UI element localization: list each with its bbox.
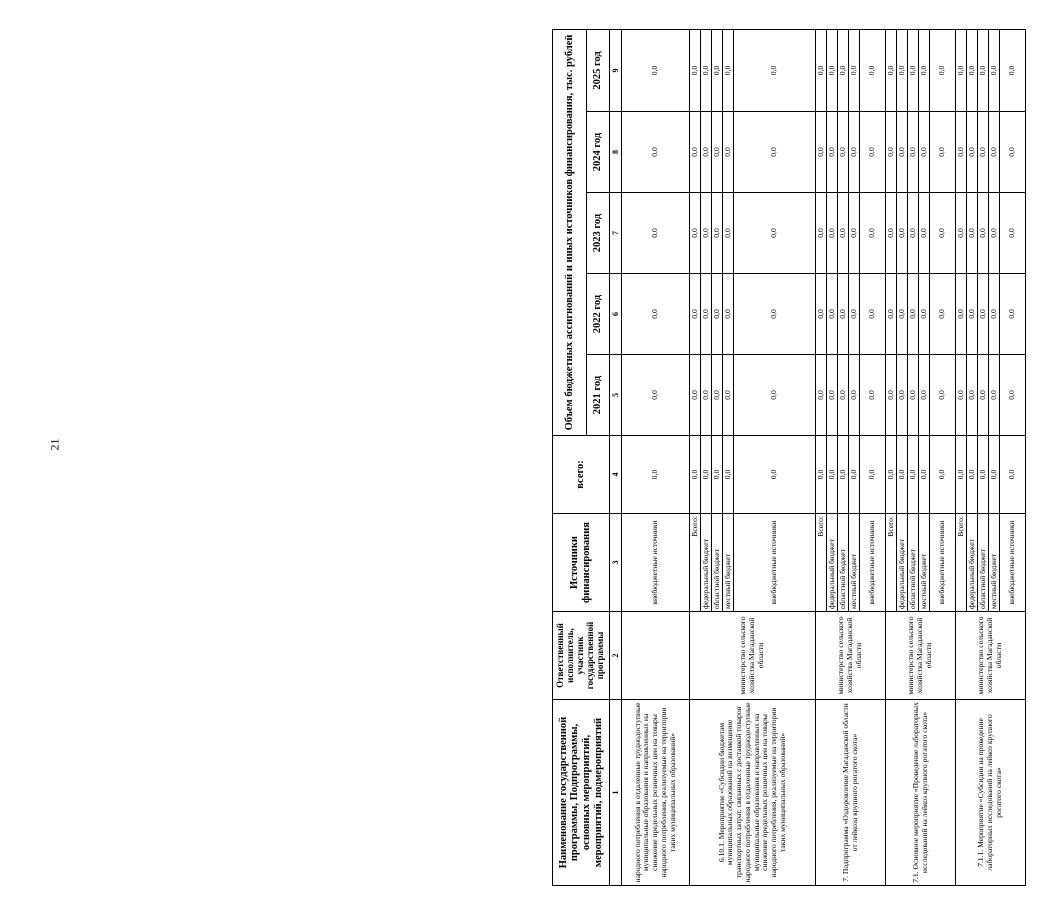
year-value-cell: 0,0 — [701, 29, 712, 111]
year-value-cell: 0,0 — [712, 274, 723, 355]
column-number: 5 — [610, 355, 622, 436]
source-cell-extra: внебюджетные источники — [930, 514, 956, 612]
source-cell-federal: федеральный бюджет — [897, 514, 908, 612]
year-value-cell: 0,0 — [622, 29, 690, 111]
column-number: 4 — [610, 436, 622, 514]
year-value-cell: 0,0 — [978, 193, 989, 274]
column-number: 8 — [610, 112, 622, 193]
year-value-cell: 0,0 — [712, 112, 723, 193]
total-value-cell: 0,0 — [967, 436, 978, 514]
total-value-cell: 0,0 — [978, 436, 989, 514]
year-value-cell: 0,0 — [690, 29, 701, 111]
page-number: 21 — [47, 438, 62, 451]
year-value-cell: 0,0 — [989, 112, 1000, 193]
year-value-cell: 0,0 — [712, 355, 723, 436]
program-name-cell: народного потребления в отдаленные труднодоступные муниципальные образования и направленных на снижение предельных розничных цен на товары народного потребления, реализуемые на территории таких муниципальных образований» — [622, 700, 690, 886]
source-cell-extra: внебюджетные источники — [1000, 514, 1026, 612]
year-value-cell: 0,0 — [827, 274, 838, 355]
year-value-cell: 0,0 — [989, 29, 1000, 111]
source-cell-regional: областной бюджет — [838, 514, 849, 612]
year-value-cell: 0,0 — [849, 355, 860, 436]
total-value-cell: 0,0 — [886, 436, 897, 514]
year-value-cell: 0,0 — [723, 193, 734, 274]
year-value-cell: 0,0 — [886, 274, 897, 355]
year-value-cell: 0,0 — [816, 274, 827, 355]
financing-table — [552, 29, 1026, 886]
header-name: Наименование государственной программы, Подпрограммы, основных мероприятий, мероприятий, подмероприятий — [553, 700, 610, 886]
total-value-cell: 0,0 — [956, 436, 967, 514]
year-value-cell: 0,0 — [734, 274, 816, 355]
year-value-cell: 0,0 — [919, 29, 930, 111]
executor-cell — [622, 612, 690, 700]
year-value-cell: 0,0 — [690, 274, 701, 355]
year-value-cell: 0,0 — [978, 112, 989, 193]
total-value-cell: 0,0 — [690, 436, 701, 514]
column-number: 6 — [610, 274, 622, 355]
total-value-cell: 0,0 — [712, 436, 723, 514]
year-value-cell: 0,0 — [956, 274, 967, 355]
year-value-cell: 0,0 — [838, 355, 849, 436]
year-value-cell: 0,0 — [816, 29, 827, 111]
total-value-cell: 0,0 — [860, 436, 886, 514]
total-value-cell: 0,0 — [827, 436, 838, 514]
year-value-cell: 0,0 — [827, 112, 838, 193]
program-name-cell: 6.10.1. Мероприятие «Субсидии бюджетам муниципальных образований на возмещение транспортных затрат, связанных с доставкой товаров народного потребления в отдаленные труднодоступные муниципальные образования и направленных на снижение предельных розничных цен на товары народного потребления, реализуемые на территории таких муниципальных образований» — [690, 700, 816, 886]
year-value-cell: 0,0 — [978, 274, 989, 355]
year-value-cell: 0,0 — [930, 355, 956, 436]
year-value-cell: 0,0 — [860, 355, 886, 436]
source-cell-extra: внебюджетные источники — [860, 514, 886, 612]
program-name-cell: 7.1.1. Мероприятие «Субсидии на проведение лабораторных исследований на лейкоз крупного рогатого скота» — [956, 700, 1026, 886]
header-year: 2025 год — [587, 29, 610, 111]
year-value-cell: 0,0 — [622, 355, 690, 436]
year-value-cell: 0,0 — [712, 193, 723, 274]
source-cell-regional: областной бюджет — [978, 514, 989, 612]
header-year: 2024 год — [587, 112, 610, 193]
year-value-cell: 0,0 — [622, 193, 690, 274]
program-name-cell: 7.1. Основное мероприятие «Проведение лабораторных исследований на лейкоз крупного рогатого скота» — [886, 700, 956, 886]
year-value-cell: 0,0 — [919, 112, 930, 193]
header-executor: Ответственный исполнитель, участник государственной программы — [553, 612, 610, 700]
year-value-cell: 0,0 — [860, 274, 886, 355]
table-row — [956, 29, 967, 885]
year-value-cell: 0,0 — [860, 112, 886, 193]
year-value-cell: 0,0 — [897, 193, 908, 274]
year-value-cell: 0,0 — [838, 29, 849, 111]
header-year: 2022 год — [587, 274, 610, 355]
year-value-cell: 0,0 — [723, 29, 734, 111]
year-value-cell: 0,0 — [908, 355, 919, 436]
table-row — [816, 29, 827, 885]
table-row — [886, 29, 897, 885]
executor-cell: министерство сельского хозяйства Магаданской области — [690, 612, 816, 700]
year-value-cell: 0,0 — [897, 29, 908, 111]
total-value-cell: 0,0 — [908, 436, 919, 514]
total-value-cell: 0,0 — [1000, 436, 1026, 514]
total-value-cell: 0,0 — [816, 436, 827, 514]
year-value-cell: 0,0 — [930, 193, 956, 274]
executor-cell: министерство сельского хозяйства Магаданской области — [956, 612, 1026, 700]
year-value-cell: 0,0 — [919, 193, 930, 274]
year-value-cell: 0,0 — [701, 355, 712, 436]
table-body — [622, 29, 1026, 885]
year-value-cell: 0,0 — [734, 193, 816, 274]
header-year: 2021 год — [587, 355, 610, 436]
total-value-cell: 0,0 — [989, 436, 1000, 514]
year-value-cell: 0,0 — [956, 112, 967, 193]
table-row — [690, 29, 701, 885]
total-value-cell: 0,0 — [849, 436, 860, 514]
year-value-cell: 0,0 — [1000, 274, 1026, 355]
year-value-cell: 0,0 — [723, 274, 734, 355]
year-value-cell: 0,0 — [930, 112, 956, 193]
executor-cell: министерство сельского хозяйства Магаданской области — [886, 612, 956, 700]
source-cell-regional: областной бюджет — [908, 514, 919, 612]
total-value-cell: 0,0 — [838, 436, 849, 514]
year-value-cell: 0,0 — [978, 355, 989, 436]
executor-cell: министерство сельского хозяйства Магаданской области — [816, 612, 886, 700]
year-value-cell: 0,0 — [690, 355, 701, 436]
year-value-cell: 0,0 — [919, 355, 930, 436]
year-value-cell: 0,0 — [712, 29, 723, 111]
year-value-cell: 0,0 — [1000, 112, 1026, 193]
total-value-cell: 0,0 — [919, 436, 930, 514]
year-value-cell: 0,0 — [1000, 29, 1026, 111]
year-value-cell: 0,0 — [956, 193, 967, 274]
year-value-cell: 0,0 — [967, 274, 978, 355]
year-value-cell: 0,0 — [967, 112, 978, 193]
program-name-cell: 7. Подпрограмма «Оздоровление Магаданской области от лейкоза крупного рогатого скота» — [816, 700, 886, 886]
year-value-cell: 0,0 — [908, 112, 919, 193]
source-cell-extra: внебюджетные источники — [622, 514, 690, 612]
year-value-cell: 0,0 — [908, 29, 919, 111]
year-value-cell: 0,0 — [886, 112, 897, 193]
source-cell-federal: федеральный бюджет — [827, 514, 838, 612]
column-number: 1 — [610, 700, 622, 886]
source-cell-regional: областной бюджет — [712, 514, 723, 612]
year-value-cell: 0,0 — [860, 193, 886, 274]
year-value-cell: 0,0 — [849, 29, 860, 111]
year-value-cell: 0,0 — [1000, 355, 1026, 436]
source-cell-local: местный бюджет — [989, 514, 1000, 612]
year-value-cell: 0,0 — [690, 193, 701, 274]
total-value-cell: 0,0 — [897, 436, 908, 514]
total-value-cell: 0,0 — [622, 436, 690, 514]
year-value-cell: 0,0 — [908, 193, 919, 274]
year-value-cell: 0,0 — [989, 355, 1000, 436]
year-value-cell: 0,0 — [930, 29, 956, 111]
year-value-cell: 0,0 — [989, 274, 1000, 355]
column-number: 2 — [610, 612, 622, 700]
header-total: всего: — [553, 436, 610, 514]
year-value-cell: 0,0 — [827, 355, 838, 436]
source-cell-local: местный бюджет — [919, 514, 930, 612]
total-value-cell: 0,0 — [734, 436, 816, 514]
year-value-cell: 0,0 — [919, 274, 930, 355]
total-value-cell: 0,0 — [701, 436, 712, 514]
year-value-cell: 0,0 — [622, 274, 690, 355]
header-sources: Источники финансирования — [553, 514, 610, 612]
year-value-cell: 0,0 — [701, 274, 712, 355]
year-value-cell: 0,0 — [967, 29, 978, 111]
table-row — [622, 29, 690, 885]
source-cell-total: Всего: — [816, 514, 827, 612]
year-value-cell: 0,0 — [989, 193, 1000, 274]
source-cell-extra: внебюджетные источники — [734, 514, 816, 612]
year-value-cell: 0,0 — [622, 112, 690, 193]
year-value-cell: 0,0 — [816, 355, 827, 436]
year-value-cell: 0,0 — [956, 29, 967, 111]
year-value-cell: 0,0 — [723, 112, 734, 193]
year-value-cell: 0,0 — [734, 112, 816, 193]
year-value-cell: 0,0 — [956, 355, 967, 436]
year-value-cell: 0,0 — [827, 193, 838, 274]
year-value-cell: 0,0 — [690, 112, 701, 193]
year-value-cell: 0,0 — [838, 193, 849, 274]
source-cell-total: Всего: — [956, 514, 967, 612]
header-year: 2023 год — [587, 193, 610, 274]
year-value-cell: 0,0 — [908, 274, 919, 355]
year-value-cell: 0,0 — [967, 355, 978, 436]
source-cell-local: местный бюджет — [723, 514, 734, 612]
year-value-cell: 0,0 — [849, 112, 860, 193]
year-value-cell: 0,0 — [897, 274, 908, 355]
year-value-cell: 0,0 — [701, 112, 712, 193]
year-value-cell: 0,0 — [967, 193, 978, 274]
year-value-cell: 0,0 — [734, 29, 816, 111]
column-number: 7 — [610, 193, 622, 274]
total-value-cell: 0,0 — [930, 436, 956, 514]
source-cell-federal: федеральный бюджет — [967, 514, 978, 612]
year-value-cell: 0,0 — [886, 193, 897, 274]
year-value-cell: 0,0 — [886, 29, 897, 111]
year-value-cell: 0,0 — [886, 355, 897, 436]
rotated-page — [552, 30, 1064, 886]
source-cell-local: местный бюджет — [849, 514, 860, 612]
year-value-cell: 0,0 — [1000, 193, 1026, 274]
year-value-cell: 0,0 — [734, 355, 816, 436]
source-cell-total: Всего: — [886, 514, 897, 612]
year-value-cell: 0,0 — [816, 193, 827, 274]
year-value-cell: 0,0 — [838, 112, 849, 193]
total-value-cell: 0,0 — [723, 436, 734, 514]
year-value-cell: 0,0 — [701, 193, 712, 274]
source-cell-total: Всего: — [690, 514, 701, 612]
source-cell-federal: федеральный бюджет — [701, 514, 712, 612]
year-value-cell: 0,0 — [838, 274, 849, 355]
year-value-cell: 0,0 — [816, 112, 827, 193]
header-volume: Объем бюджетных ассигнований и иных источников финансирования, тыс. рублей — [553, 29, 587, 435]
year-value-cell: 0,0 — [723, 355, 734, 436]
year-value-cell: 0,0 — [930, 274, 956, 355]
year-value-cell: 0,0 — [827, 29, 838, 111]
year-value-cell: 0,0 — [849, 193, 860, 274]
column-number: 9 — [610, 29, 622, 111]
year-value-cell: 0,0 — [897, 355, 908, 436]
year-value-cell: 0,0 — [849, 274, 860, 355]
year-value-cell: 0,0 — [978, 29, 989, 111]
column-numbers-row — [610, 29, 622, 885]
column-number: 3 — [610, 514, 622, 612]
year-value-cell: 0,0 — [860, 29, 886, 111]
year-value-cell: 0,0 — [897, 112, 908, 193]
